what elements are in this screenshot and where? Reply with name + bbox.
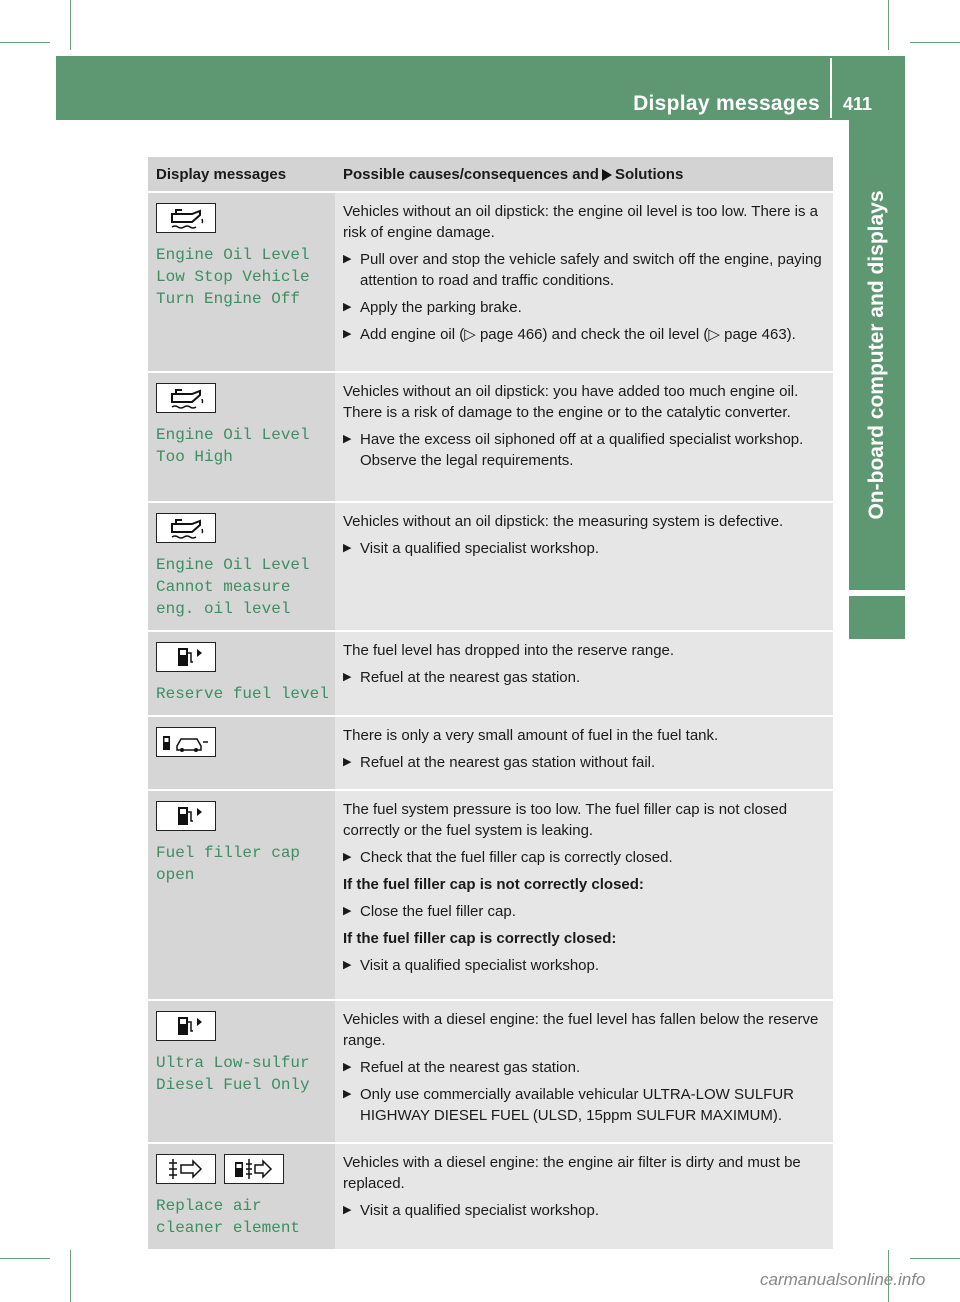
table-row bbox=[148, 1144, 833, 1249]
col2-header-prefix: Possible causes/consequences and bbox=[343, 165, 599, 183]
message-line: open bbox=[156, 866, 195, 884]
col2-header-suffix: Solutions bbox=[614, 165, 684, 183]
arrow-icon bbox=[602, 169, 612, 181]
condition-heading: If the fuel filler cap is not correctly closed: bbox=[343, 876, 644, 893]
display-message-cell bbox=[148, 717, 335, 789]
oil-can-icon bbox=[156, 513, 216, 543]
crop-mark bbox=[910, 42, 960, 43]
solution-step: ▶ Pull over and stop the vehicle safely and switch off the engine, paying attention to road and traffic conditions. bbox=[343, 249, 825, 291]
solution-step: ▶ Refuel at the nearest gas station. bbox=[343, 667, 825, 688]
crop-mark bbox=[70, 1250, 71, 1302]
solution-cell bbox=[335, 1144, 833, 1249]
table-header-row bbox=[148, 157, 833, 191]
solution-cell bbox=[335, 373, 833, 501]
header-separator bbox=[830, 58, 832, 118]
cause-text: Vehicles without an oil dipstick: you have added too much engine oil. There is a risk of damage to the engine or to the catalytic converter. bbox=[343, 383, 799, 421]
table-row bbox=[148, 632, 833, 715]
message-line: Diesel Fuel Only bbox=[156, 1076, 310, 1094]
message-line: Ultra Low-sulfur bbox=[156, 1054, 310, 1072]
solution-step: ▶ Only use commercially available vehicular ULTRA-LOW SULFUR HIGHWAY DIESEL FUEL (ULSD, 15ppm SULFUR MAXIMUM). bbox=[343, 1084, 825, 1126]
display-message-cell bbox=[148, 193, 335, 371]
solution-cell bbox=[335, 632, 833, 715]
side-tab-marker bbox=[849, 596, 905, 639]
page-number: 411 bbox=[843, 94, 873, 114]
display-message-cell bbox=[148, 503, 335, 630]
cause-text: Vehicles with a diesel engine: the engine air filter is dirty and must be replaced. bbox=[343, 1154, 801, 1192]
display-message-cell bbox=[148, 1001, 335, 1142]
solution-cell bbox=[335, 503, 833, 630]
message-line: Engine Oil Level bbox=[156, 246, 310, 264]
display-message-cell bbox=[148, 632, 335, 715]
col2-header bbox=[335, 157, 833, 191]
message-line: eng. oil level bbox=[156, 600, 291, 618]
fuel-filter-icon bbox=[224, 1154, 284, 1184]
solution-step: ▶ Visit a qualified specialist workshop. bbox=[343, 538, 825, 559]
oil-can-icon bbox=[156, 203, 216, 233]
fuel-pump-icon bbox=[156, 801, 216, 831]
crop-mark bbox=[70, 0, 71, 50]
table-row bbox=[148, 193, 833, 371]
crop-mark bbox=[888, 0, 889, 50]
oil-can-icon bbox=[156, 383, 216, 413]
cause-text: Vehicles without an oil dipstick: the measuring system is defective. bbox=[343, 513, 784, 530]
solution-step: ▶ Check that the fuel filler cap is correctly closed. bbox=[343, 847, 825, 868]
display-messages-table bbox=[148, 155, 833, 1251]
table-row bbox=[148, 1001, 833, 1142]
cause-text: The fuel system pressure is too low. The fuel filler cap is not closed correctly or the fuel system is leaking. bbox=[343, 801, 788, 839]
fuel-pump-icon bbox=[156, 642, 216, 672]
cause-text: Vehicles without an oil dipstick: the engine oil level is too low. There is a risk of engine damage. bbox=[343, 203, 818, 241]
air-filter-icon bbox=[156, 1154, 216, 1184]
solution-cell bbox=[335, 717, 833, 789]
crop-mark bbox=[0, 1258, 50, 1259]
display-message-cell bbox=[148, 791, 335, 999]
solution-step: ▶ Apply the parking brake. bbox=[343, 297, 825, 318]
solution-step: ▶ Add engine oil (▷ page 466) and check the oil level (▷ page 463). bbox=[343, 324, 825, 345]
side-tab-label: On-board computer and displays bbox=[865, 190, 888, 520]
message-line: Replace air bbox=[156, 1197, 262, 1215]
message-line: Turn Engine Off bbox=[156, 290, 301, 308]
message-line: cleaner element bbox=[156, 1219, 301, 1237]
footer-watermark: carmanualsonline.info bbox=[760, 1270, 926, 1289]
solution-step: ▶ Refuel at the nearest gas station. bbox=[343, 1057, 825, 1078]
message-line: Cannot measure bbox=[156, 578, 291, 596]
message-line: Too High bbox=[156, 448, 233, 466]
solution-step: ▶ Visit a qualified specialist workshop. bbox=[343, 955, 825, 976]
solution-step: ▶ Have the excess oil siphoned off at a qualified specialist workshop. Observe the legal requirements. bbox=[343, 429, 825, 471]
solution-step: ▶ Visit a qualified specialist workshop. bbox=[343, 1200, 825, 1221]
table-row bbox=[148, 503, 833, 630]
solution-cell bbox=[335, 1001, 833, 1142]
fuel-car-icon bbox=[156, 727, 216, 757]
col1-header: Display messages bbox=[148, 157, 335, 191]
solution-cell bbox=[335, 791, 833, 999]
cause-text: The fuel level has dropped into the reserve range. bbox=[343, 642, 675, 659]
message-line: Low Stop Vehicle bbox=[156, 268, 310, 286]
solution-step: ▶ Refuel at the nearest gas station without fail. bbox=[343, 752, 825, 773]
fuel-pump-icon bbox=[156, 1011, 216, 1041]
crop-mark bbox=[910, 1258, 960, 1259]
solution-step: ▶ Close the fuel filler cap. bbox=[343, 901, 825, 922]
cause-text: There is only a very small amount of fuel in the fuel tank. bbox=[343, 727, 719, 744]
page-title: Display messages bbox=[633, 92, 820, 115]
display-message-cell bbox=[148, 373, 335, 501]
message-line: Reserve fuel level bbox=[156, 685, 329, 703]
cause-text: Vehicles with a diesel engine: the fuel level has fallen below the reserve range. bbox=[343, 1011, 819, 1049]
message-line: Fuel filler cap bbox=[156, 844, 301, 862]
crop-mark bbox=[0, 42, 50, 43]
table-row bbox=[148, 791, 833, 999]
condition-heading: If the fuel filler cap is correctly closed: bbox=[343, 930, 617, 947]
message-line: Engine Oil Level bbox=[156, 556, 310, 574]
table-row bbox=[148, 717, 833, 789]
table-row bbox=[148, 373, 833, 501]
display-message-cell bbox=[148, 1144, 335, 1249]
solution-cell bbox=[335, 193, 833, 371]
message-line: Engine Oil Level bbox=[156, 426, 310, 444]
